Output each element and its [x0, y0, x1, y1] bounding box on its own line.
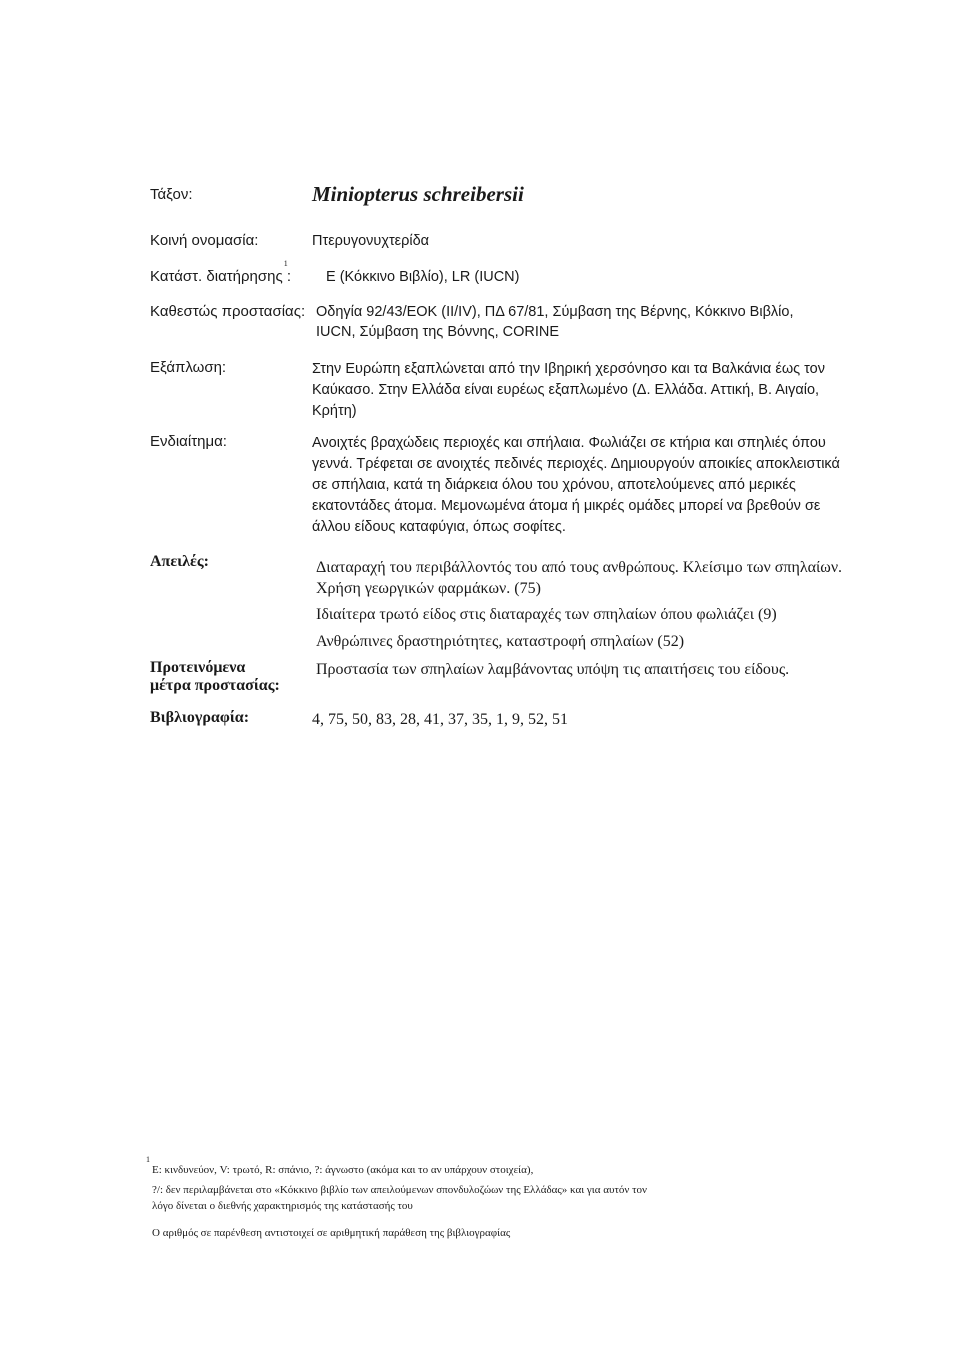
- habitat-line-4: εκατοντάδες άτομα. Μεμονωμένα άτομα ή μικρές ομάδες μπορεί να βρεθούν σε: [312, 498, 821, 514]
- habitat-label: Ενδιαίτημα:: [150, 433, 227, 450]
- threat-item-1-line-1: Διαταραχή του περιβάλλοντός του από τους ανθρώπους. Κλείσιμο των σπηλαίων.: [316, 559, 843, 576]
- status-label-text: Κατάστ. διατήρησης: [150, 268, 283, 285]
- footnote-marker: 1: [146, 1155, 150, 1164]
- measures-value: Προστασία των σπηλαίων λαμβάνοντας υπόψη τις απαιτήσεις του είδους.: [316, 661, 790, 678]
- threats-label: Απειλές:: [150, 553, 209, 570]
- protection-line-2: IUCN, Σύμβαση της Βόννης, CORINE: [316, 324, 560, 340]
- common-name-value: Πτερυγονυχτερίδα: [312, 233, 430, 249]
- status-footnote-marker: 1: [283, 259, 288, 268]
- distribution-line-2: Καύκασο. Στην Ελλάδα είναι ευρέως εξαπλωμένο (Δ. Ελλάδα. Αττική, Β. Αιγαίο,: [312, 382, 820, 398]
- protection-line-1: Οδηγία 92/43/ΕΟΚ (ΙΙ/ΙV), ΠΔ 67/81, Σύμβαση της Βέρνης, Κόκκινο Βιβλίο,: [316, 304, 794, 320]
- distribution-line-1: Στην Ευρώπη εξαπλώνεται από την Ιβηρική χερσόνησο και τα Βαλκάνια έως τον: [312, 361, 825, 377]
- habitat-line-2: γεννά. Τρέφεται σε ανοιχτές πεδινές περιοχές. Δημιουργούν αποικίες αποκλειστικά: [312, 456, 840, 472]
- common-name-label: Κοινή ονομασία:: [150, 232, 259, 249]
- protection-label: Καθεστώς προστασίας:: [150, 303, 306, 320]
- measures-label-line-1: Προτεινόμενα: [150, 659, 246, 676]
- status-label: [150, 259, 292, 285]
- status-value: Ε (Κόκκινο Βιβλίο), LR (IUCN): [326, 269, 520, 285]
- footnote-line-1: Ε: κινδυνεύον, V: τρωτό, R: σπάνιο, ?: άγνωστο (ακόμα και το αν υπάρχουν στοιχεία),: [152, 1164, 534, 1176]
- threat-item-3: Ανθρώπινες δραστηριότητες, καταστροφή σπηλαίων (52): [316, 633, 685, 650]
- bibliography-label: Βιβλιογραφία:: [150, 709, 250, 726]
- distribution-line-3: Κρήτη): [312, 403, 357, 419]
- habitat-line-3: σε σπήλαια, κατά τη διάρκεια όλου του χρόνου, αποτελούμενες από μερικές: [312, 477, 796, 493]
- footnote-line-3: λόγο δίνεται ο διεθνής χαρακτηρισμός της κατάστασής του: [152, 1200, 413, 1212]
- habitat-line-5: άλλου είδους καταφύγια, όπως σοφίτες.: [312, 519, 566, 535]
- measures-label-line-2: μέτρα προστασίας:: [150, 677, 280, 694]
- habitat-line-1: Ανοιχτές βραχώδεις περιοχές και σπήλαια. Φωλιάζει σε κτήρια και σπηλιές όπου: [312, 435, 826, 451]
- footnote-line-2: ?/: δεν περιλαμβάνεται στο «Κόκκινο βιβλίο των απειλούμενων σπονδυλοζώων της Ελλάδας» και για αυτόν τον: [152, 1184, 648, 1196]
- taxon-name: Miniopterus schreibersii: [312, 182, 524, 206]
- threat-item-1-line-2: Χρήση γεωργικών φαρμάκων. (75): [316, 580, 541, 597]
- bibliography-value: 4, 75, 50, 83, 28, 41, 37, 35, 1, 9, 52, 51: [312, 711, 568, 728]
- threat-item-2: Ιδιαίτερα τρωτό είδος στις διαταραχές των σπηλαίων όπου φωλιάζει (9): [316, 606, 777, 623]
- taxon-label: Τάξον:: [150, 186, 193, 203]
- bibliography-note: Ο αριθμός σε παρένθεση αντιστοιχεί σε αριθμητική παράθεση της βιβλιογραφίας: [152, 1227, 511, 1239]
- distribution-label: Εξάπλωση:: [150, 359, 227, 376]
- status-colon: :: [286, 268, 292, 285]
